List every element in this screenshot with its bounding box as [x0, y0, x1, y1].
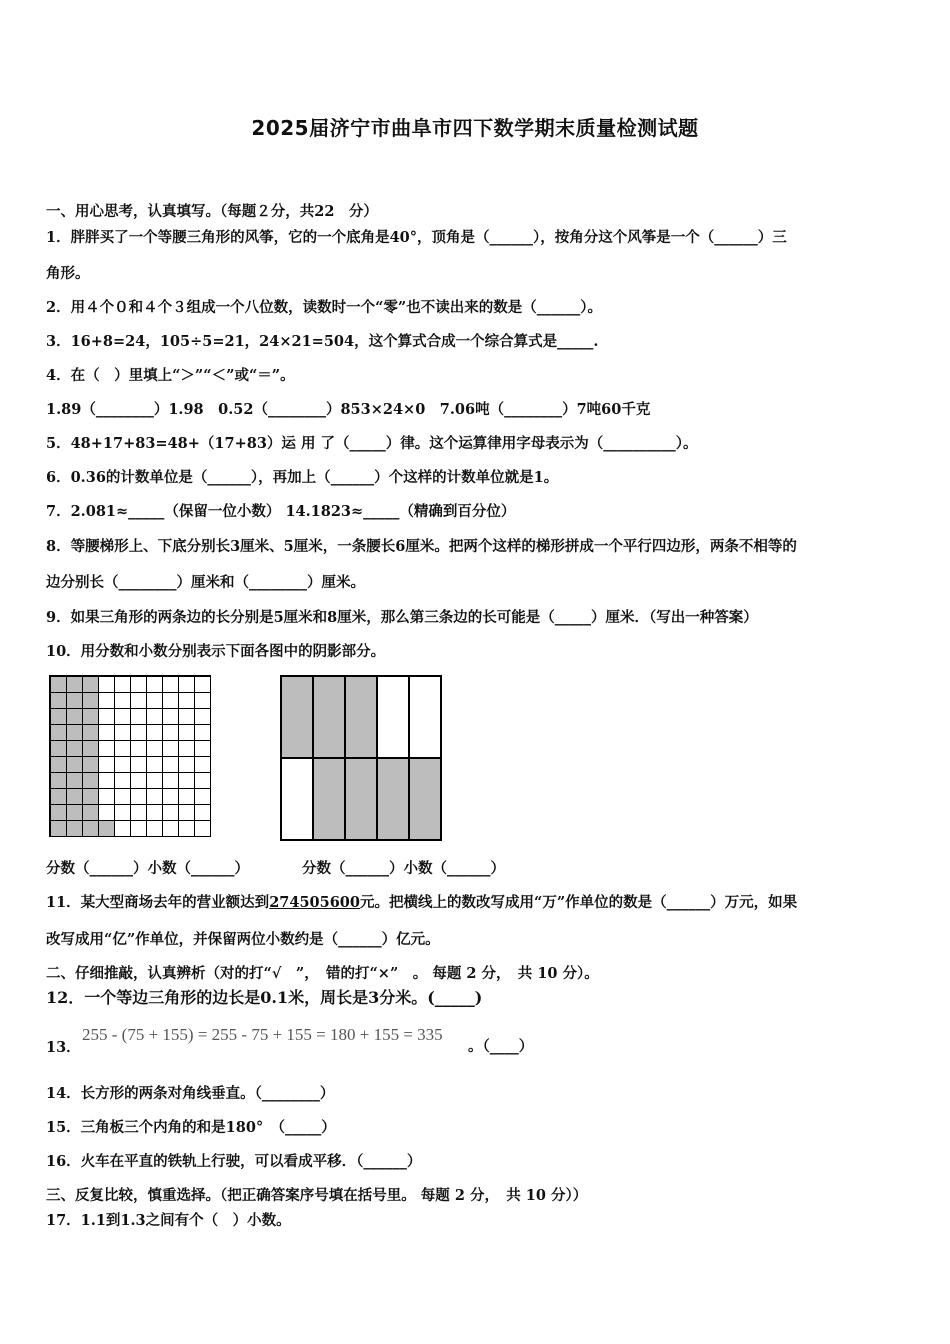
- rect-cell-shaded: [345, 676, 377, 758]
- question-11-line1: [46, 893, 797, 913]
- grid-cell: [114, 724, 131, 741]
- question-2: 2．用４个０和４个３组成一个八位数，读数时一个“零”也不读出来的数是（______）。: [46, 299, 603, 316]
- rect-cell-shaded: [313, 676, 345, 758]
- grid-cell-shaded: [82, 772, 99, 789]
- grid-cell: [194, 820, 211, 837]
- grid-cell: [194, 740, 211, 757]
- hundred-grid-figure: [49, 675, 211, 837]
- question-1-line1: 1．胖胖买了一个等腰三角形的风筝，它的一个底角是40°，顶角是（______），按角分这个风筝是一个（______）三: [46, 229, 787, 246]
- rect-cell-shaded: [281, 676, 313, 758]
- grid-cell: [194, 724, 211, 741]
- grid-cell: [114, 804, 131, 821]
- grid-cell: [146, 788, 163, 805]
- question-12: 12．一个等边三角形的边长是0.1米，周长是3分米。(_____): [46, 988, 483, 1007]
- grid-cell: [130, 772, 147, 789]
- grid-cell-shaded: [82, 740, 99, 757]
- question-11-suffix: 元。把横线上的数改写成用“万”作单位的数是（______）万元，如果: [360, 894, 798, 911]
- rect-cell-shaded: [409, 758, 441, 840]
- grid-cell: [146, 692, 163, 709]
- section3-heading: 三、反复比较，慎重选择。（把正确答案序号填在括号里。 每题 2 分， 共 10 分））: [46, 1187, 588, 1204]
- grid-cell: [98, 740, 115, 757]
- grid-cell-shaded: [66, 708, 83, 725]
- grid-cell: [114, 708, 131, 725]
- question-7: 7．2.081≈_____（保留一位小数） 14.1823≈_____（精确到百分位）: [46, 503, 516, 520]
- grid-cell: [130, 708, 147, 725]
- grid-cell-shaded: [82, 708, 99, 725]
- grid-cell: [194, 772, 211, 789]
- rect-cell: [409, 676, 441, 758]
- grid-cell: [162, 804, 179, 821]
- grid-cell-shaded: [82, 724, 99, 741]
- question-8-line1: 8．等腰梯形上、下底分别长3厘米、5厘米，一条腰长6厘米。把两个这样的梯形拼成一个平行四边形，两条不相等的: [46, 538, 797, 555]
- question-16: 16．火车在平直的铁轨上行驶，可以看成平移．（______）: [46, 1153, 422, 1170]
- grid-cell: [146, 676, 163, 693]
- grid-cell: [98, 756, 115, 773]
- grid-cell: [130, 676, 147, 693]
- grid-cell: [162, 820, 179, 837]
- question-4-items: 1.89（________）1.98 0.52（________）853×24×0 7.06吨（________）7吨60千克: [46, 401, 651, 418]
- grid-cell-shaded: [66, 788, 83, 805]
- grid-cell: [162, 724, 179, 741]
- grid-cell: [162, 772, 179, 789]
- question-17: 17．1.1到1.3之间有个（ ）小数。: [46, 1212, 291, 1229]
- question-4: 4．在（ ）里填上“＞”“＜”或“＝”。: [46, 367, 295, 384]
- grid-cell-shaded: [50, 676, 67, 693]
- page-title: 2025届济宁市曲阜市四下数学期末质量检测试题: [251, 116, 699, 140]
- question-3: 3．16+8=24，105÷5=21，24×21=504，这个算式合成一个综合算式是_____.: [46, 333, 599, 350]
- grid-cell-shaded: [82, 756, 99, 773]
- grid-cell-shaded: [98, 820, 115, 837]
- grid-cell: [98, 676, 115, 693]
- grid-cell-shaded: [50, 820, 67, 837]
- grid-cell-shaded: [66, 772, 83, 789]
- grid-cell-shaded: [50, 756, 67, 773]
- grid-cell: [178, 804, 195, 821]
- grid-cell: [178, 740, 195, 757]
- grid-cell: [98, 692, 115, 709]
- grid-cell: [194, 692, 211, 709]
- grid-cell-shaded: [82, 804, 99, 821]
- grid-cell: [162, 692, 179, 709]
- grid-cell: [194, 788, 211, 805]
- question-14: 14．长方形的两条对角线垂直。（________）: [46, 1085, 335, 1102]
- grid-cell: [130, 740, 147, 757]
- section1-heading: 一、用心思考，认真填写。（每题２分，共22 分）: [46, 203, 378, 220]
- grid-cell: [114, 756, 131, 773]
- grid-cell: [130, 804, 147, 821]
- grid-cell: [98, 772, 115, 789]
- grid-cell-shaded: [82, 788, 99, 805]
- question-11-underlined-number: 274505600: [269, 894, 360, 911]
- question-10-answers-rect: 分数（______）小数（______）: [302, 860, 505, 877]
- grid-cell: [130, 820, 147, 837]
- grid-cell: [162, 708, 179, 725]
- grid-cell-shaded: [50, 708, 67, 725]
- grid-cell: [146, 820, 163, 837]
- grid-cell-shaded: [66, 820, 83, 837]
- grid-cell: [130, 692, 147, 709]
- grid-cell: [98, 788, 115, 805]
- grid-cell-shaded: [66, 804, 83, 821]
- section2-heading: 二、仔细推敲，认真辨析（对的打“√ ”， 错的打“×” 。 每题 2 分， 共 10 分）。: [46, 965, 599, 982]
- grid-cell: [146, 708, 163, 725]
- grid-cell-shaded: [82, 692, 99, 709]
- grid-cell: [178, 724, 195, 741]
- grid-cell: [146, 756, 163, 773]
- grid-cell: [194, 756, 211, 773]
- question-1-line2: 角形。: [46, 265, 90, 282]
- grid-cell-shaded: [82, 820, 99, 837]
- grid-cell: [114, 740, 131, 757]
- question-8-line2: 边分别长（________）厘米和（________）厘米。: [46, 574, 365, 591]
- grid-cell-shaded: [50, 772, 67, 789]
- grid-cell: [178, 676, 195, 693]
- grid-cell-shaded: [50, 740, 67, 757]
- grid-cell: [114, 692, 131, 709]
- question-10-answers-grid: 分数（______）小数（______）: [46, 860, 249, 877]
- grid-cell: [178, 820, 195, 837]
- grid-cell: [146, 772, 163, 789]
- grid-cell-shaded: [66, 692, 83, 709]
- rect-cell-shaded: [345, 758, 377, 840]
- grid-cell-shaded: [50, 724, 67, 741]
- grid-cell: [98, 708, 115, 725]
- grid-cell: [146, 740, 163, 757]
- grid-cell: [114, 676, 131, 693]
- grid-cell: [162, 740, 179, 757]
- grid-cell: [194, 676, 211, 693]
- question-11-line2: 改写成用“亿”作单位，并保留两位小数约是（______）亿元。: [46, 931, 440, 948]
- question-9: 9．如果三角形的两条边的长分别是5厘米和8厘米，那么第三条边的长可能是（_____）厘米．（写出一种答案）: [46, 609, 758, 626]
- grid-cell: [146, 724, 163, 741]
- grid-cell: [114, 788, 131, 805]
- question-11-prefix: 11．某大型商场去年的营业额达到: [46, 894, 270, 911]
- grid-cell: [146, 804, 163, 821]
- grid-cell: [130, 756, 147, 773]
- question-13-number: 13．: [46, 1039, 81, 1056]
- grid-cell-shaded: [82, 676, 99, 693]
- grid-cell: [178, 772, 195, 789]
- grid-cell: [98, 804, 115, 821]
- question-15: 15．三角板三个内角的和是180° （_____）: [46, 1119, 336, 1136]
- grid-cell-shaded: [50, 788, 67, 805]
- question-13-tail: 。（____）: [468, 1038, 534, 1055]
- ten-part-rectangle-figure: [280, 675, 442, 841]
- grid-cell: [178, 692, 195, 709]
- grid-cell-shaded: [66, 724, 83, 741]
- grid-cell: [178, 788, 195, 805]
- grid-cell-shaded: [50, 804, 67, 821]
- grid-cell: [130, 724, 147, 741]
- grid-cell: [162, 788, 179, 805]
- grid-cell: [162, 756, 179, 773]
- question-10: 10．用分数和小数分别表示下面各图中的阴影部分。: [46, 643, 386, 660]
- grid-cell-shaded: [50, 692, 67, 709]
- grid-cell: [178, 756, 195, 773]
- rect-cell-shaded: [377, 758, 409, 840]
- grid-cell: [178, 708, 195, 725]
- grid-cell: [114, 772, 131, 789]
- rect-cell: [377, 676, 409, 758]
- rect-cell-shaded: [313, 758, 345, 840]
- question-5: 5．48+17+83=48+（17+83）运 用 了（_____）律。这个运算律用字母表示为（__________）。: [46, 435, 698, 452]
- grid-cell: [162, 676, 179, 693]
- grid-cell-shaded: [66, 676, 83, 693]
- grid-cell: [98, 724, 115, 741]
- grid-cell-shaded: [66, 756, 83, 773]
- rect-cell: [281, 758, 313, 840]
- grid-cell-shaded: [66, 740, 83, 757]
- grid-cell: [194, 708, 211, 725]
- question-13-formula: 255 - (75 + 155) = 255 - 75 + 155 = 180 + 155 = 335: [82, 1025, 443, 1044]
- grid-cell: [194, 804, 211, 821]
- question-6: 6．0.36的计数单位是（______），再加上（______）个这样的计数单位就是1。: [46, 469, 559, 486]
- grid-cell: [130, 788, 147, 805]
- grid-cell: [114, 820, 131, 837]
